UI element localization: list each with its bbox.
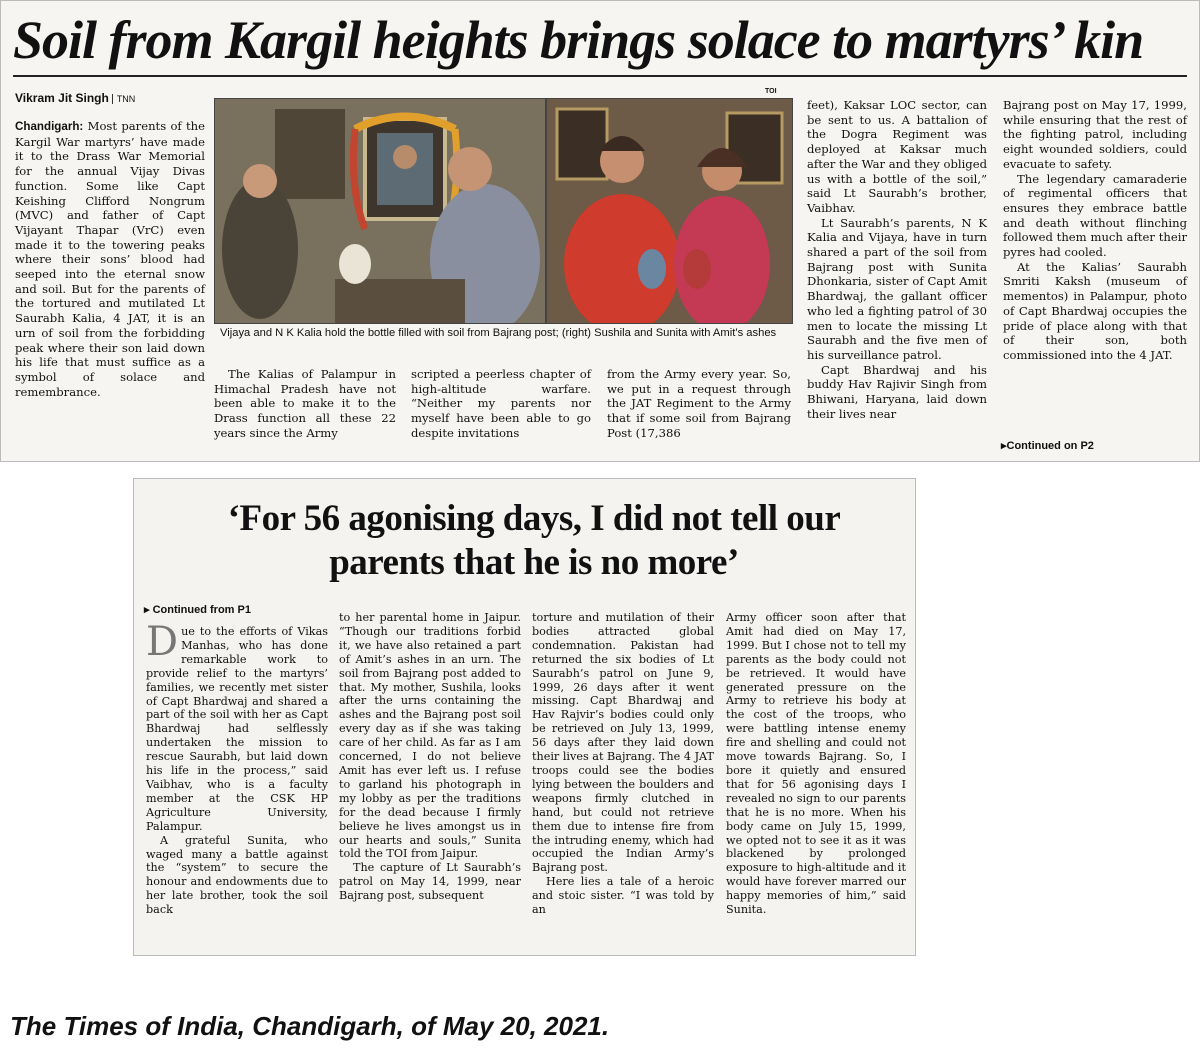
bottom-column-1-para-1: ue to the efforts of Vikas Manhas, who has done remarkable work to provide relief to the martyrs’ families, we recently met sister of Capt Bhardwaj and shared a part of the soil with her as Capt Bhardwaj had selflessly undertaken the mission to rescue Saurabh, but laid down his life in the process,” said Vaibhav, who is a faculty member at the CSK HP Agriculture University, Palampur. bbox=[146, 625, 328, 833]
continued-on-note: ▸Continued on P2 bbox=[1001, 440, 1094, 452]
article-column-1 bbox=[15, 119, 205, 399]
column-4-text: from the Army every year. So, we put in a request through the JAT Regiment to the Army that if some soil from Bajrang Post (17,386 bbox=[607, 367, 791, 440]
photo-caption: Vijaya and N K Kalia hold the bottle filled with soil from Bajrang post; (right) Sushila and Sunita with Amit’s ashes bbox=[220, 327, 777, 339]
column-2-text: The Kalias of Palampur in Himachal Pradesh have not been able to make it to the Drass function all these 22 years since the Army bbox=[214, 367, 396, 440]
bottom-column-3-para-2: Here lies a tale of a heroic and stoic sister. “I was told by an bbox=[532, 875, 714, 917]
bottom-column-4-para-1: Army officer soon after that Amit had died on May 17, 1999. But I chose not to tell my parents as the body could not be retrieved. It would have generated pressure on the Army to retrieve his body at the cost of the troops, who were battling intense enemy fire and shelling and could not move towards Bajrang. So, I bore it quietly and ensured that for 56 agonising days I revealed no sign to our parents that he is no more. When his body came on July 15, 1999, we opted not to see it as it was blackened by prolonged exposure to high-altitude and it would have forever marred our happy memories of him,” said Sunita. bbox=[726, 611, 906, 917]
bottom-column-3 bbox=[532, 611, 714, 917]
byline-source: TNN bbox=[112, 94, 136, 104]
article-column-4 bbox=[607, 367, 791, 441]
bottom-column-1 bbox=[146, 619, 328, 917]
photo-sushila-sunita-illustration bbox=[547, 99, 792, 323]
column-3-text: scripted a peerless chapter of high-altitude warfare. “Neither my parents nor myself have been able to go despite invitations bbox=[411, 367, 591, 440]
column-6-para-2: The legendary camaraderie of regimental officers that ensures they embrace battle and death without flinching followed them much after their pyres had cooled. bbox=[1003, 171, 1187, 260]
bottom-column-1-para-2: A grateful Sunita, who waged many a battle against the “system” to secure the honour and endowments due to her late brother, took the soil back bbox=[146, 833, 328, 917]
headline-top: Soil from Kargil heights brings solace to martyrs’ kin bbox=[13, 10, 1144, 70]
headline-bottom: ‘For 56 agonising days, I did not tell our parents that he is no more’ bbox=[227, 498, 841, 583]
article-column-6 bbox=[1003, 98, 1187, 363]
headline-rule bbox=[13, 75, 1187, 77]
photo-credit: TOI bbox=[765, 88, 777, 95]
byline-author: Vikram Jit Singh bbox=[15, 91, 109, 105]
photo-sushila-sunita bbox=[546, 98, 793, 324]
photo-kalias-with-soil bbox=[214, 98, 546, 324]
column-5-para-2: Lt Saurabh’s parents, N K Kalia and Vijaya, have in turn shared a part of the soil from Bajrang post with Sunita Dhonkaria, sister of Capt Amit Bhardwaj, the gallant officer who led a fighting patrol of 30 men to locate the missing Lt Saurabh and the five men of his surveillance patrol. bbox=[807, 215, 987, 362]
column-5-para-1: feet), Kaksar LOC sector, can be sent to us. A battalion of the Dogra Regiment was deployed at Kaksar much after the War and they obliged us with a bottle of the soil,” said Lt Saurabh’s brother, Vaibhav. bbox=[807, 98, 987, 215]
photo-kalias-illustration bbox=[215, 99, 545, 323]
article-column-3 bbox=[411, 367, 591, 441]
column-6-para-1: Bajrang post on May 17, 1999, while ensuring that the rest of the fighting patrol, including eight wounded soldiers, could evacuate to safety. bbox=[1003, 98, 1187, 171]
bottom-column-2-para-1: to her parental home in Jaipur. “Though our traditions forbid it, we have also retained a part of Amit’s ashes in an urn. The soil from Bajrang post added to that. My mother, Sushila, looks after the urns containing the ashes and the Bajrang post soil every day as if she was taking care of her child. As far as I am concerned, I do not believe Amit has ever left us. I refuse to garland his photograph in my lobby as per the traditions for the dead because I firmly believe he lives amongst us in our hearts and souls,” Sunita told the TOI from Jaipur. bbox=[339, 611, 521, 861]
byline bbox=[15, 91, 135, 105]
column-6-para-3: At the Kalias’ Saurabh Smriti Kaksh (museum of mementos) in Palampur, photo of Capt Bhardwaj occupies the pride of place along with that of their son, both commissioned into the 4 JAT. bbox=[1003, 259, 1187, 362]
bottom-column-2-para-2: The capture of Lt Saurabh’s patrol on May 14, 1999, near Bajrang post, subsequent bbox=[339, 861, 521, 903]
dateline: Chandigarh: bbox=[15, 120, 84, 133]
article-clipping-top bbox=[0, 0, 1200, 462]
bottom-column-3-para-1: torture and mutilation of their bodies attracted global condemnation. Pakistan had returned the six bodies of Lt Saurabh’s patrol on June 9, 1999, 26 days after it went missing. Capt Bhardwaj and Hav Rajvir’s bodies could only be retrieved on July 13, 1999, 56 days after they laid down their lives at Bajrang. The 4 JAT troops could see the bodies lying between the boulders and weapons firmly clutched in hand, but could not retrieve them due to intense fire from the intruding enemy, which had occupied the Indian Army’s Bajrang post. bbox=[532, 611, 714, 875]
bottom-column-2 bbox=[339, 611, 521, 903]
article-column-2 bbox=[214, 367, 396, 441]
continued-from-note: ▸ Continued from P1 bbox=[144, 604, 251, 616]
column-5-para-3: Capt Bhardwaj and his buddy Hav Rajivir Singh from Bhiwani, Haryana, laid down their lives near bbox=[807, 362, 987, 421]
article-column-5 bbox=[807, 98, 987, 421]
source-footer: The Times of India, Chandigarh, of May 20, 2021. bbox=[10, 1011, 610, 1041]
bottom-column-4 bbox=[726, 611, 906, 917]
drop-cap: D bbox=[146, 619, 179, 665]
article-clipping-bottom bbox=[133, 478, 916, 956]
column-1-text: Most parents of the Kargil War martyrs’ have made it to the Drass War Memorial for the annual Vijay Divas function. Some like Capt Keishing Clifford Nongrum (MVC) and father of Capt Vijayant Thapar (VrC) even made it to the towering peaks where their sons’ blood had seeped into the eternal snow and soil. But for the parents of the tortured and mutilated Lt Saurabh Kalia, 4 JAT, it is an urn of soil from the forbidding peak where their son laid down his life that must suffice as a symbol of solace and remembrance. bbox=[15, 119, 205, 399]
